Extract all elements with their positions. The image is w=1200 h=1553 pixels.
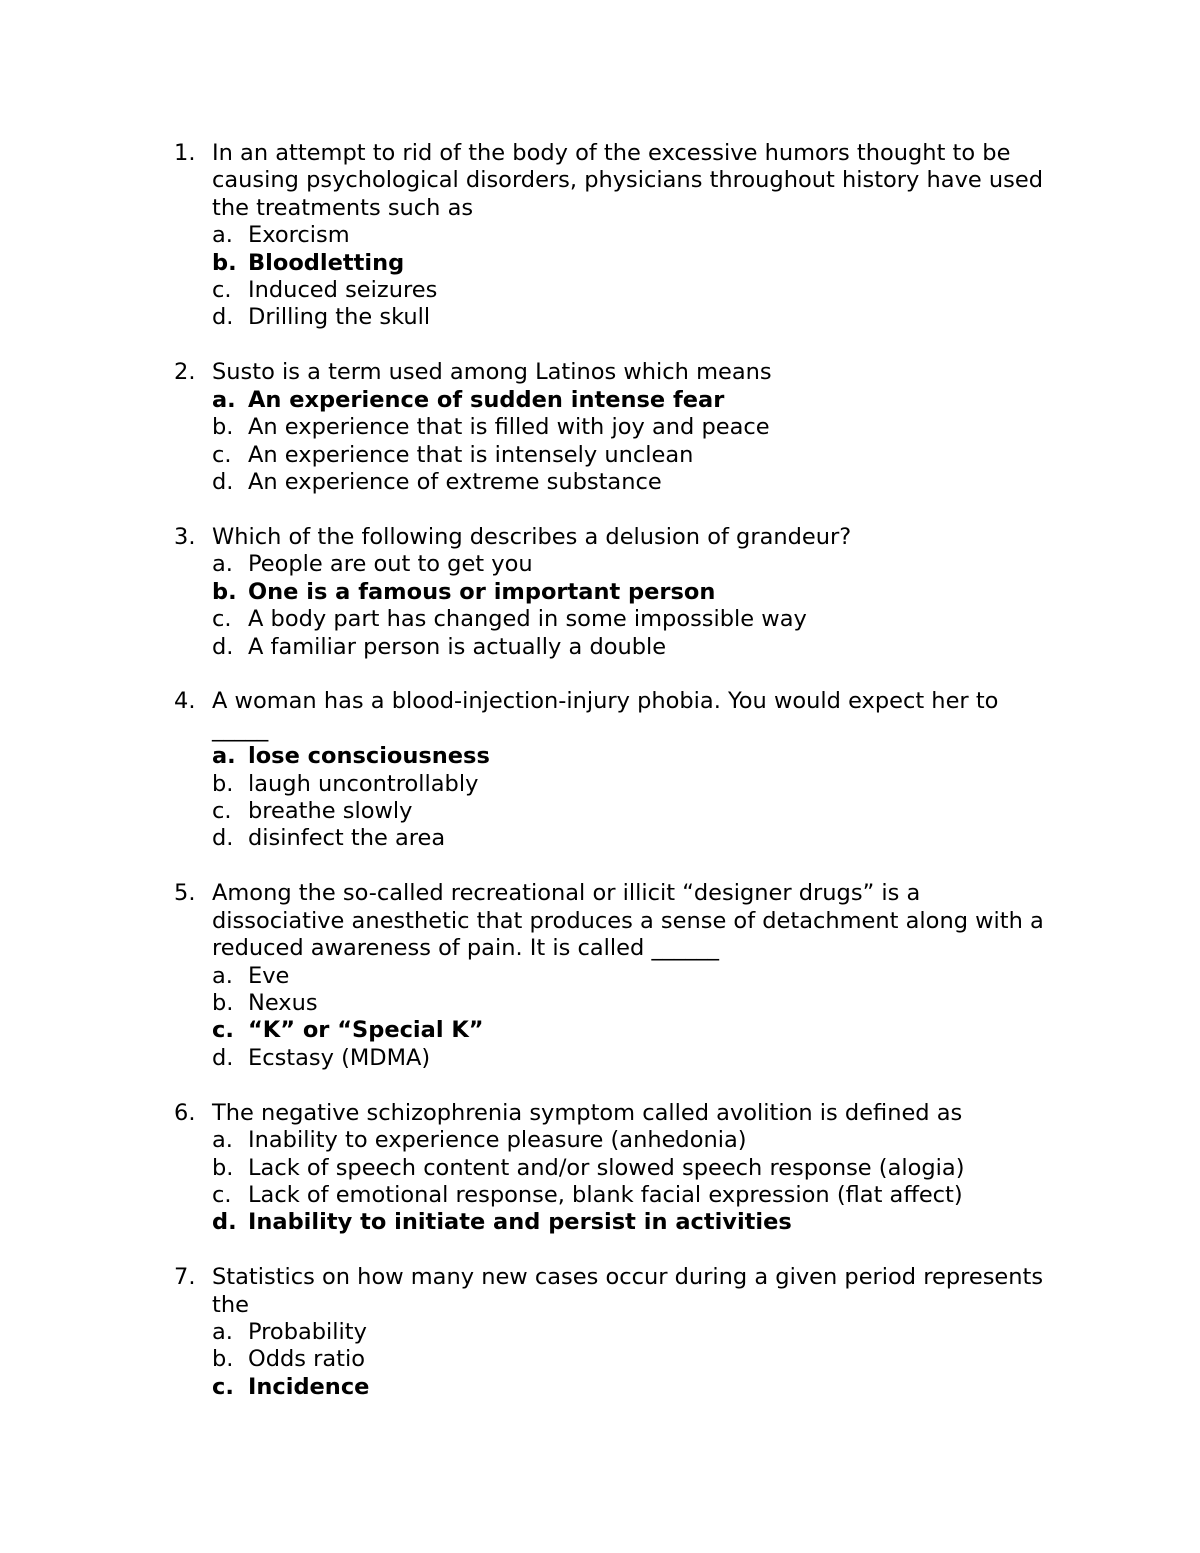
option-letter: d. <box>212 304 234 331</box>
answer-option <box>212 634 1054 661</box>
answer-option <box>212 1346 1054 1373</box>
answer-option <box>212 250 1054 277</box>
answer-option <box>212 1017 1054 1044</box>
answer-options <box>212 1127 1054 1237</box>
option-letter: b. <box>212 1154 234 1181</box>
answer-option <box>212 579 1054 606</box>
option-text: A familiar person is actually a double <box>248 633 667 660</box>
option-text: breathe slowly <box>248 798 413 825</box>
option-letter: c. <box>212 1017 234 1044</box>
option-text: Odds ratio <box>248 1346 366 1373</box>
option-letter: c. <box>212 798 232 825</box>
answer-option <box>212 1319 1054 1346</box>
option-text: An experience of extreme substance <box>248 468 662 495</box>
answer-options <box>212 963 1054 1073</box>
option-letter: d. <box>212 633 234 660</box>
option-text: Exorcism <box>248 222 350 249</box>
answer-option <box>212 1155 1054 1182</box>
option-letter: b. <box>212 578 237 605</box>
option-text: Lack of emotional response, blank facial expression (flat affect) <box>248 1181 963 1208</box>
option-text: Ecstasy (MDMA) <box>248 1044 431 1071</box>
option-letter: b. <box>212 989 234 1016</box>
question-number: 2. <box>174 359 196 386</box>
option-text: A body part has changed in some impossible way <box>248 606 807 633</box>
option-letter: b. <box>212 249 237 276</box>
option-text: lose consciousness <box>248 743 490 770</box>
answer-option <box>212 771 1054 798</box>
option-text: People are out to get you <box>248 551 533 578</box>
answer-options <box>212 222 1054 332</box>
answer-options <box>212 551 1054 661</box>
answer-option <box>212 1045 1054 1072</box>
answer-option <box>212 1182 1054 1209</box>
question-1 <box>174 140 1054 332</box>
option-text: Inability to initiate and persist in activities <box>248 1209 792 1236</box>
option-letter: a. <box>212 222 233 249</box>
answer-options <box>212 387 1054 497</box>
option-text: laugh uncontrollably <box>248 770 479 797</box>
option-text: Inability to experience pleasure (anhedonia) <box>248 1127 747 1154</box>
question-number: 4. <box>174 688 196 715</box>
option-letter: b. <box>212 414 234 441</box>
answer-option <box>212 387 1054 414</box>
option-letter: a. <box>212 551 233 578</box>
option-text: An experience of sudden intense fear <box>248 386 725 413</box>
option-letter: a. <box>212 962 233 989</box>
answer-options <box>212 1319 1054 1401</box>
answer-option <box>212 551 1054 578</box>
answer-option <box>212 442 1054 469</box>
option-letter: c. <box>212 1373 234 1400</box>
option-text: An experience that is intensely unclean <box>248 441 694 468</box>
answer-option <box>212 469 1054 496</box>
question-number: 3. <box>174 523 196 550</box>
answer-option <box>212 1209 1054 1236</box>
answer-option <box>212 277 1054 304</box>
option-text: Induced seizures <box>248 277 438 304</box>
question-text: Susto is a term used among Latinos which means <box>212 359 772 386</box>
question-6 <box>174 1100 1054 1237</box>
question-text: The negative schizophrenia symptom called avolition is defined as <box>212 1099 963 1126</box>
question-2 <box>174 359 1054 496</box>
question-text: Among the so-called recreational or illicit “designer drugs” is a dissociative anesthetic that produces a sense of detachment along with a reduced awareness of pain. It is called ______ <box>212 880 1044 962</box>
option-letter: d. <box>212 1044 234 1071</box>
answer-option <box>212 1127 1054 1154</box>
option-text: An experience that is filled with joy and peace <box>248 414 770 441</box>
option-letter: a. <box>212 386 236 413</box>
answer-option <box>212 222 1054 249</box>
answer-options <box>212 743 1054 853</box>
answer-option <box>212 990 1054 1017</box>
answer-option <box>212 743 1054 770</box>
question-text: Which of the following describes a delusion of grandeur? <box>212 523 852 550</box>
answer-option <box>212 414 1054 441</box>
option-text: One is a famous or important person <box>248 578 716 605</box>
question-7 <box>174 1264 1054 1401</box>
question-text: In an attempt to rid of the body of the excessive humors thought to be causing psychological disorders, physicians throughout history have used the treatments such as <box>212 140 1043 221</box>
question-list <box>174 140 1054 1429</box>
option-text: Eve <box>248 962 290 989</box>
option-text: Probability <box>248 1319 367 1346</box>
option-text: Lack of speech content and/or slowed speech response (alogia) <box>248 1154 965 1181</box>
option-letter: c. <box>212 277 232 304</box>
option-text: Incidence <box>248 1373 370 1400</box>
question-number: 6. <box>174 1099 196 1126</box>
answer-option <box>212 606 1054 633</box>
option-text: Bloodletting <box>248 249 405 276</box>
question-text: A woman has a blood-injection-injury phobia. You would expect her to _____ <box>212 688 999 742</box>
option-text: Drilling the skull <box>248 304 431 331</box>
question-number: 7. <box>174 1264 196 1291</box>
option-text: “K” or “Special K” <box>248 1017 484 1044</box>
question-4 <box>174 688 1054 852</box>
option-letter: d. <box>212 1209 237 1236</box>
answer-option <box>212 798 1054 825</box>
answer-option <box>212 1374 1054 1401</box>
question-number: 5. <box>174 880 196 907</box>
option-letter: d. <box>212 468 234 495</box>
question-number: 1. <box>174 140 196 166</box>
answer-option <box>212 963 1054 990</box>
option-letter: a. <box>212 1127 233 1154</box>
option-text: Nexus <box>248 989 318 1016</box>
answer-option <box>212 304 1054 331</box>
question-text: Statistics on how many new cases occur during a given period represents the <box>212 1264 1044 1318</box>
option-letter: d. <box>212 825 234 852</box>
option-letter: b. <box>212 770 234 797</box>
question-3 <box>174 524 1054 661</box>
question-5 <box>174 880 1054 1072</box>
option-letter: c. <box>212 441 232 468</box>
option-text: disinfect the area <box>248 825 446 852</box>
answer-option <box>212 825 1054 852</box>
option-letter: a. <box>212 743 236 770</box>
option-letter: b. <box>212 1346 234 1373</box>
option-letter: c. <box>212 1181 232 1208</box>
option-letter: c. <box>212 606 232 633</box>
option-letter: a. <box>212 1319 233 1346</box>
